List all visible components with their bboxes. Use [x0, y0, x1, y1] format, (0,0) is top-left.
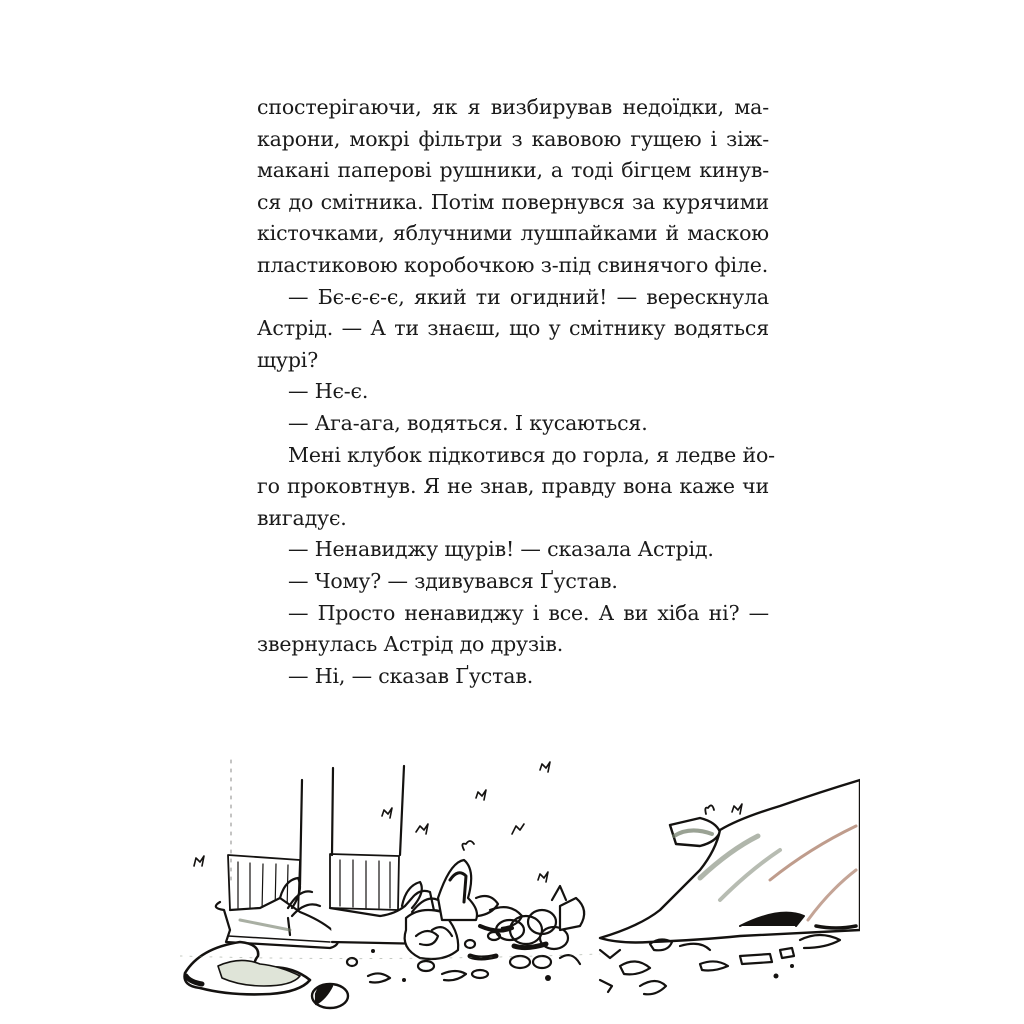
text-line: — Бє-є-є-є, який ти огидний! — верескнула — [288, 284, 769, 309]
text-line: макані паперові рушники, а тоді бігцем кинув- — [257, 158, 769, 183]
text-line: карони, мокрі фільтри з кавовою гущею і зіж- — [257, 126, 769, 151]
text-line: — Чому? — здивувався Ґустав. — [288, 568, 618, 593]
trash-bag-drawing — [600, 780, 860, 994]
text-line: го проковтнув. Я не знав, правду вона каже чи — [257, 474, 769, 499]
legs-drawing — [228, 760, 404, 915]
text-line: ся до смітника. Потім повернувся за курячими — [257, 189, 769, 214]
text-line: Астрід. — А ти знаєш, що у смітнику водяться — [257, 316, 769, 341]
garbage-illustration — [180, 730, 860, 1024]
text-line: вигадує. — [257, 505, 347, 530]
text-line: кісточками, яблучними лушпайками й маскою — [257, 221, 769, 246]
text-line: — Просто ненавиджу і все. А ви хіба ні? — — [288, 600, 769, 625]
text-line: — Ні, — сказав Ґустав. — [288, 663, 534, 688]
text-line: Мені клубок підкотився до горла, я ледве йо- — [288, 442, 775, 467]
text-line: спостерігаючи, як я визбирував недоїдки, ма- — [257, 95, 769, 119]
text-line: — Ага-ага, водяться. І кусаються. — [288, 410, 648, 435]
text-line: — Ненавиджу щурів! — сказала Астрід. — [288, 537, 714, 562]
garbage-pile-drawing — [405, 841, 620, 981]
text-line: — Нє-є. — [288, 379, 369, 404]
text-line: звернулась Астрід до друзів. — [257, 632, 564, 657]
body-text — [257, 92, 775, 692]
text-line: щурі? — [257, 347, 319, 372]
text-line: пластиковою коробочкою з-під свинячого філе. — [257, 252, 769, 277]
spill-drawing — [185, 942, 406, 1008]
